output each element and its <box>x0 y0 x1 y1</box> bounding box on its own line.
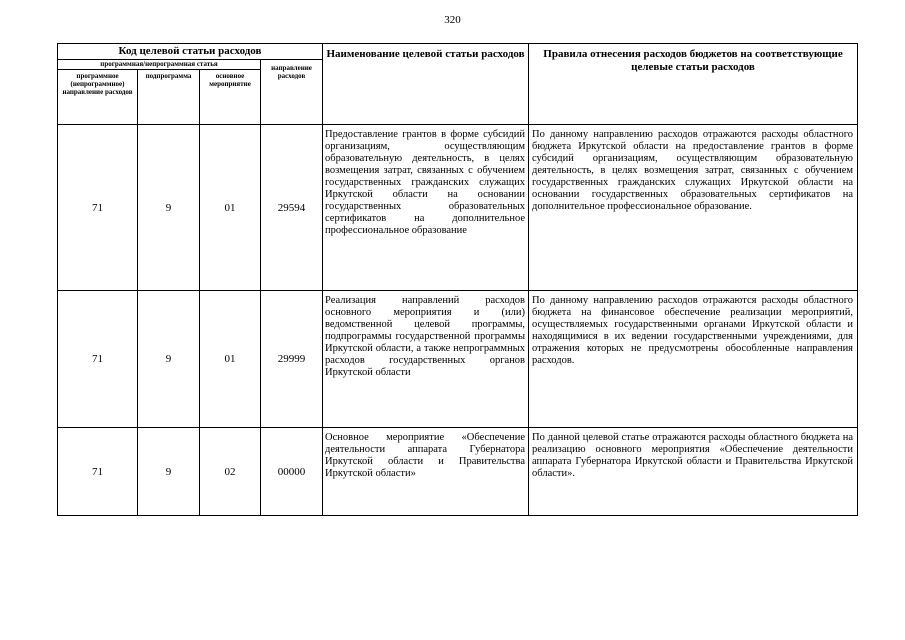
article-rule: По данному направлению расходов отражаются расходы областного бюджета на финансовое обеспечение реализации мероприятий, осуществляемых государственными органами Иркутской области и находящимися в их ведении государственными учреждениями, для отражения которых не предусмотрены обособленные направления расходов. <box>529 291 858 428</box>
target-articles-table <box>57 43 858 516</box>
subprogram-code: 9 <box>138 125 200 291</box>
header-name: Наименование целевой статьи расходов <box>323 44 529 125</box>
subprogram-code: 9 <box>138 428 200 516</box>
direction-code: 29594 <box>261 125 323 291</box>
table-row <box>58 125 858 291</box>
header-program-group: программная/непрограммная статья <box>58 60 261 70</box>
activity-code: 01 <box>200 291 261 428</box>
program-code: 71 <box>58 428 138 516</box>
direction-code: 00000 <box>261 428 323 516</box>
table-row <box>58 291 858 428</box>
header-code-group: Код целевой статьи расходов <box>58 44 323 60</box>
header-subprogram: подпрограмма <box>138 70 200 125</box>
activity-code: 01 <box>200 125 261 291</box>
page-number: 320 <box>444 14 461 26</box>
header-rule: Правила отнесения расходов бюджетов на соответствующие целевые статьи расходов <box>529 44 858 125</box>
article-rule: По данному направлению расходов отражаются расходы областного бюджета Иркутской области на предоставление грантов в форме субсидий организациям, осуществляющим образовательную деятельность, в целях возмещения затрат, связанных с обучением государственных гражданских служащих Иркутской области на основании государственных образовательных сертификатов на дополнительное профессиональное образование. <box>529 125 858 291</box>
header-direction: направление расходов <box>261 60 323 125</box>
direction-code: 29999 <box>261 291 323 428</box>
article-name: Основное мероприятие «Обеспечение деятельности аппарата Губернатора Иркутской области и Правительства Иркутской области» <box>323 428 529 516</box>
program-code: 71 <box>58 125 138 291</box>
activity-code: 02 <box>200 428 261 516</box>
subprogram-code: 9 <box>138 291 200 428</box>
article-name: Реализация направлений расходов основного мероприятия и (или) ведомственной целевой программы, подпрограммы государственной программы Иркутской области, а также непрограммных расходов государственных органов Иркутской области <box>323 291 529 428</box>
header-program: программное (непрограммное) направление расходов <box>58 70 138 125</box>
header-activity: основное мероприятие <box>200 70 261 125</box>
program-code: 71 <box>58 291 138 428</box>
article-rule: По данной целевой статье отражаются расходы областного бюджета на реализацию основного мероприятия «Обеспечение деятельности аппарата Губернатора Иркутской области и Правительства Иркутской области». <box>529 428 858 516</box>
article-name: Предоставление грантов в форме субсидий организациям, осуществляющим образовательную деятельность, в целях возмещения затрат, связанных с обучением государственных гражданских служащих Иркутской области на основании государственных образовательных сертификатов на дополнительное профессиональное образование <box>323 125 529 291</box>
table-row <box>58 428 858 516</box>
